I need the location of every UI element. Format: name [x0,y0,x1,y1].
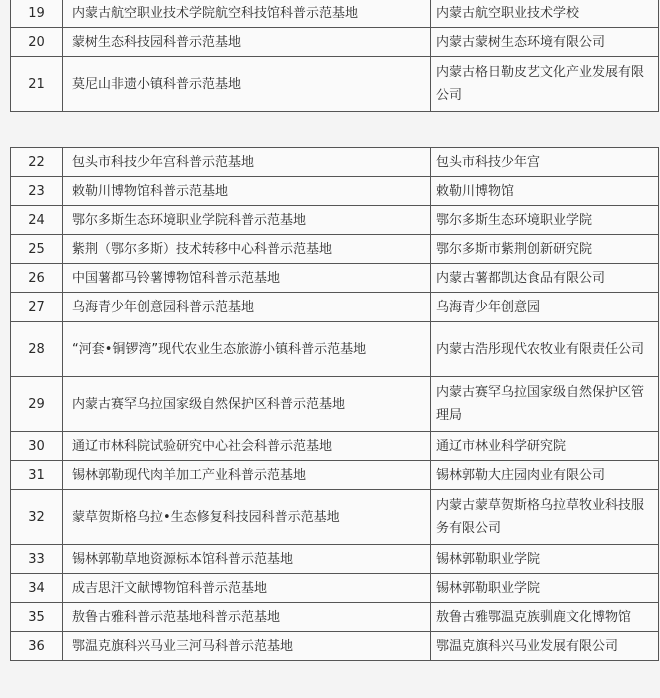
base-name: 锡林郭勒现代肉羊加工产业科普示范基地 [63,461,431,490]
base-name: “河套•铜锣湾”现代农业生态旅游小镇科普示范基地 [63,322,431,377]
table-row [11,322,659,377]
base-name: 成吉思汗文献博物馆科普示范基地 [63,574,431,603]
base-name: 敕勒川博物馆科普示范基地 [63,177,431,206]
table-row [11,28,659,57]
table-row [11,461,659,490]
organization: 锡林郭勒职业学院 [431,574,659,603]
organization: 内蒙古格日勒皮艺文化产业发展有限公司 [431,57,659,112]
base-name: 包头市科技少年宫科普示范基地 [63,148,431,177]
table-row [11,545,659,574]
base-name: 内蒙古航空职业技术学院航空科技馆科普示范基地 [63,0,431,28]
organization: 鄂温克旗科兴马业发展有限公司 [431,632,659,661]
organization: 锡林郭勒大庄园肉业有限公司 [431,461,659,490]
table-row [11,632,659,661]
row-number: 35 [11,603,63,632]
base-table-top [10,0,659,112]
organization: 乌海青少年创意园 [431,293,659,322]
row-number: 33 [11,545,63,574]
organization: 内蒙古航空职业技术学校 [431,0,659,28]
row-number: 25 [11,235,63,264]
organization: 内蒙古蒙草贺斯格乌拉草牧业科技服务有限公司 [431,490,659,545]
row-number: 30 [11,432,63,461]
row-number: 21 [11,57,63,112]
table-row [11,57,659,112]
base-name: 紫荆（鄂尔多斯）技术转移中心科普示范基地 [63,235,431,264]
row-number: 28 [11,322,63,377]
base-name: 锡林郭勒草地资源标本馆科普示范基地 [63,545,431,574]
page-break [0,121,660,147]
organization: 内蒙古赛罕乌拉国家级自然保护区管理局 [431,377,659,432]
organization: 鄂尔多斯市紫荆创新研究院 [431,235,659,264]
table-row [11,603,659,632]
organization: 包头市科技少年宫 [431,148,659,177]
organization: 鄂尔多斯生态环境职业学院 [431,206,659,235]
base-name: 乌海青少年创意园科普示范基地 [63,293,431,322]
base-name: 蒙树生态科技园科普示范基地 [63,28,431,57]
row-number: 36 [11,632,63,661]
table-row [11,0,659,28]
organization: 敖鲁古雅鄂温克族驯鹿文化博物馆 [431,603,659,632]
table-row [11,206,659,235]
row-number: 29 [11,377,63,432]
table-row [11,377,659,432]
table-row [11,490,659,545]
row-number: 34 [11,574,63,603]
table-row [11,432,659,461]
base-name: 内蒙古赛罕乌拉国家级自然保护区科普示范基地 [63,377,431,432]
organization: 内蒙古薯都凯达食品有限公司 [431,264,659,293]
base-name: 通辽市林科院试验研究中心社会科普示范基地 [63,432,431,461]
table-row [11,177,659,206]
organization: 内蒙古浩彤现代农牧业有限责任公司 [431,322,659,377]
base-name: 鄂尔多斯生态环境职业学院科普示范基地 [63,206,431,235]
base-name: 鄂温克旗科兴马业三河马科普示范基地 [63,632,431,661]
row-number: 32 [11,490,63,545]
organization: 通辽市林业科学研究院 [431,432,659,461]
table-row [11,574,659,603]
organization: 敕勒川博物馆 [431,177,659,206]
table-row [11,264,659,293]
base-name: 敖鲁古雅科普示范基地科普示范基地 [63,603,431,632]
base-name: 蒙草贺斯格乌拉•生态修复科技园科普示范基地 [63,490,431,545]
row-number: 24 [11,206,63,235]
row-number: 23 [11,177,63,206]
row-number: 22 [11,148,63,177]
base-table-bottom [10,147,659,661]
row-number: 20 [11,28,63,57]
organization: 锡林郭勒职业学院 [431,545,659,574]
table-row [11,235,659,264]
organization: 内蒙古蒙树生态环境有限公司 [431,28,659,57]
row-number: 19 [11,0,63,28]
base-name: 中国薯都马铃薯博物馆科普示范基地 [63,264,431,293]
row-number: 26 [11,264,63,293]
table-row [11,148,659,177]
row-number: 31 [11,461,63,490]
base-name: 莫尼山非遗小镇科普示范基地 [63,57,431,112]
row-number: 27 [11,293,63,322]
table-row [11,293,659,322]
